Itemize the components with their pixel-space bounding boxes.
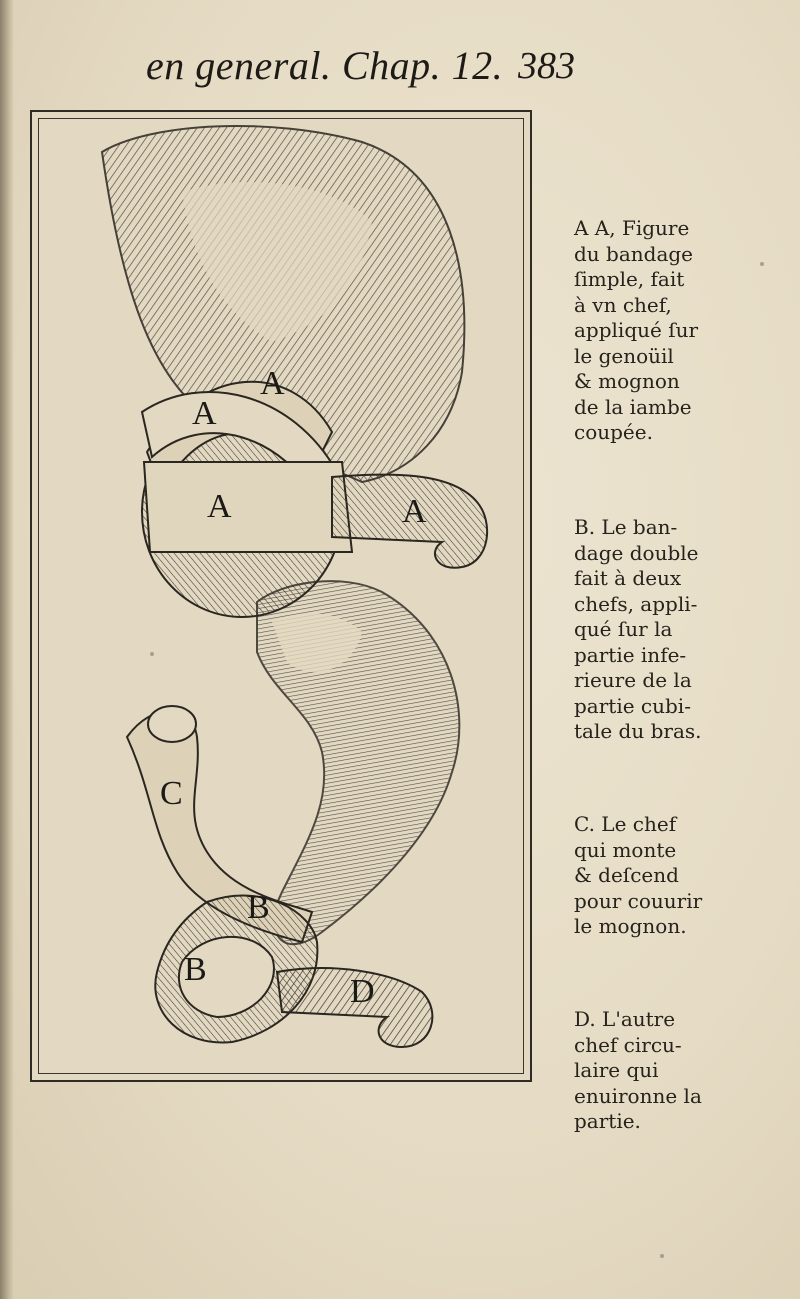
legend-entry-c — [574, 812, 794, 940]
paper-speck — [150, 652, 154, 656]
legend-entry-d — [574, 1007, 794, 1135]
legend-line: C. Le chef — [574, 812, 677, 836]
label-a-top: A — [260, 365, 285, 402]
legend-line: dage double — [574, 540, 699, 565]
legend-line: tale du bras. — [574, 719, 702, 743]
page-header — [140, 42, 580, 92]
legend-line: pour couurir — [574, 888, 703, 913]
label-a-left: A — [192, 395, 217, 432]
legend-line: qué ſur la — [574, 617, 673, 641]
legend-line: & deſcend — [574, 863, 679, 887]
legend-line: chef circu- — [574, 1032, 682, 1057]
page-number: 383 — [518, 45, 575, 87]
paper-speck — [760, 262, 764, 266]
legend-line: A A, Figure — [574, 216, 690, 240]
bandage-engraving — [32, 112, 530, 1080]
legend-line: du bandage — [574, 241, 694, 266]
paper-speck — [660, 1254, 664, 1258]
legend-line: à vn chef, — [574, 292, 672, 317]
engraving-plate — [30, 110, 532, 1082]
legend-line: rieure de la — [574, 668, 692, 692]
strip-c-end — [148, 706, 196, 742]
legend-line: coupée. — [574, 420, 653, 444]
legend-line: & mognon — [574, 369, 680, 393]
legend-line: chefs, appli- — [574, 591, 698, 616]
legend-line: le mognon. — [574, 914, 687, 938]
legend-line: qui monte — [574, 837, 677, 862]
legend-line: appliqué ſur — [574, 318, 699, 342]
label-c: C — [160, 775, 183, 812]
legend-line: partie. — [574, 1109, 641, 1133]
legend-entry-b — [574, 515, 794, 745]
legend-line: laire qui — [574, 1058, 659, 1082]
label-b-top: B — [247, 889, 270, 926]
label-b-loop: B — [184, 951, 207, 988]
legend-line: B. Le ban- — [574, 515, 678, 539]
legend-line: partie cubi- — [574, 693, 691, 718]
running-head: en general. Chap. 12. — [146, 43, 504, 88]
label-a-tail: A — [402, 493, 427, 530]
legend-entry-a — [574, 216, 794, 446]
legend-line: partie infe- — [574, 642, 687, 667]
legend-line: D. L'autre — [574, 1007, 676, 1031]
legend-line: ſimple, fait — [574, 267, 685, 291]
label-d: D — [350, 973, 375, 1010]
legend-line: le genoüil — [574, 343, 674, 368]
legend-line: fait à deux — [574, 566, 682, 590]
book-gutter-shadow — [0, 0, 14, 1299]
label-a-band: A — [207, 488, 232, 525]
legend-line: de la iambe — [574, 394, 692, 419]
bandage-band — [144, 462, 352, 552]
legend-line: enuironne la — [574, 1083, 702, 1108]
